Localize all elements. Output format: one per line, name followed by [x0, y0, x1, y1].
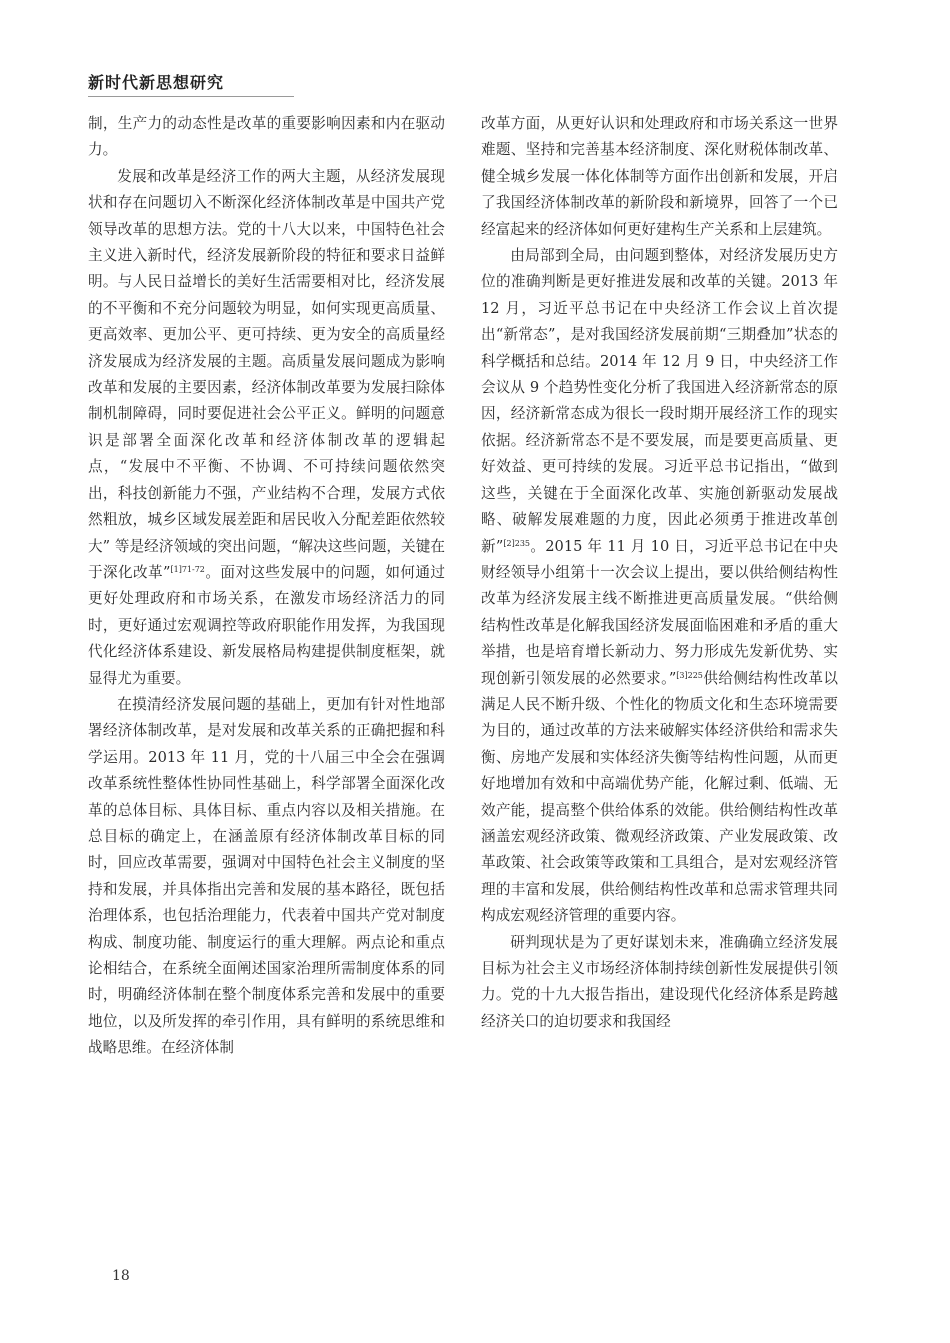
citation: [3]225	[676, 670, 703, 680]
paragraph	[481, 243, 838, 930]
header-divider	[88, 96, 294, 97]
paragraph-text: 供给侧结构性改革以满足人民不断升级、个性化的物质文化和生态环境需要为目的，通过改革的方法来破解实体经济供给和需求失衡、房地产发展和实体经济失衡等结构性问题，从而更好地增加有效和中高端优势产能，化解过剩、低端、无效产能，提高整个供给体系的效能。供给侧结构性改革涵盖宏观经济政策、微观经济政策、产业发展政策、改革政策、社会政策等政策和工具组合，是对宏观经济管理的丰富和发展，供给侧结构性改革和总需求管理共同构成宏观经济管理的重要内容。	[481, 669, 838, 925]
running-header: 新时代新思想研究	[88, 73, 225, 92]
left-column	[88, 111, 445, 1062]
citation: [1]71-72	[170, 564, 205, 574]
paragraph: 改革方面，从更好认识和处理政府和市场关系这一世界难题、坚持和完善基本经济制度、深化财税体制改革、健全城乡发展一体化体制等方面作出创新和发展，开启了我国经济体制改革的新阶段和新境界，回答了一个已经富起来的经济体如何更好建构生产关系和上层建筑。	[481, 115, 838, 238]
paragraph-text: 。面对这些发展中的问题，如何通过更好处理政府和市场关系，在激发市场经济活力的同时，更好通过宏观调控等政府职能作用发挥，为我国现代化经济体系建设、新发展格局构建提供制度框架，就显得尤为重要。	[88, 563, 445, 687]
paragraph-text: 发展和改革是经济工作的两大主题，从经济发展现状和存在问题切入不断深化经济体制改革是中国共产党领导改革的思想方法。党的十八大以来，中国特色社会主义进入新时代，经济发展新阶段的特征和要求日益鲜明。与人民日益增长的美好生活需要相对比，经济发展的不平衡和不充分问题较为明显，如何实现更高质量、更高效率、更加公平、更可持续、更为安全的高质量经济发展成为经济发展的主题。高质量发展问题成为影响改革和发展的主要因素，经济体制改革要为发展扫除体制机制障碍，同时要促进社会公平正义。鲜明的问题意识是部署全面深化改革和经济体制改革的逻辑起点，“发展中不平衡、不协调、不可持续问题依然突出，科技创新能力不强，产业结构不合理，发展方式依然粗放，城乡区域发展差距和居民收入分配差距依然较大” 等是经济领域的突出问题，“解决这些问题，关键在于深化改革”	[88, 167, 445, 581]
paragraph: 制，生产力的动态性是改革的重要影响因素和内在驱动力。	[88, 115, 445, 159]
citation: [2]235	[503, 538, 530, 548]
paragraph: 在摸清经济发展问题的基础上，更加有针对性地部署经济体制改革，是对发展和改革关系的正确把握和科学运用。2013 年 11 月，党的十八届三中全会在强调改革系统性整体性协同性基础上，科学部署全面深化改革的总体目标、具体目标、重点内容以及相关措施。在总目标的确定上，在涵盖原有经济体制改革目标的同时，回应改革需要，强调对中国特色社会主义制度的坚持和发展，并具体指出完善和发展的基本路径，既包括治理体系，也包括治理能力，代表着中国共产党对制度构成、制度功能、制度运行的重大理解。两点论和重点论相结合，在系统全面阐述国家治理所需制度体系的同时，明确经济体制在整个制度体系完善和发展中的重要地位，以及所发挥的牵引作用，具有鲜明的系统思维和战略思维。在经济体制	[88, 695, 445, 1057]
paragraph-text: 。2015 年 11 月 10 日，习近平总书记在中央财经领导小组第十一次会议上提出，要以供给侧结构性改革为经济发展主线不断推进更高质量发展。“供给侧结构性改革是化解我国经济发展面临困难和矛盾的重大举措，也是培育增长新动力、努力形成先发新优势、实现创新引领发展的必然要求。”	[481, 537, 838, 687]
page-number: 18	[112, 1268, 130, 1284]
right-column	[481, 111, 838, 1035]
paragraph: 研判现状是为了更好谋划未来，准确确立经济发展目标为社会主义市场经济体制持续创新性发展提供引领力。党的十九大报告指出，建设现代化经济体系是跨越经济关口的迫切要求和我国经	[481, 933, 838, 1030]
paragraph-text: 由局部到全局，由问题到整体，对经济发展历史方位的准确判断是更好推进发展和改革的关键。2013 年 12 月，习近平总书记在中央经济工作会议上首次提出“新常态”，是对我国经济发展前期“三期叠加”状态的科学概括和总结。2014 年 12 月 9 日，中央经济工作会议从 9 个趋势性变化分析了我国进入经济新常态的原因，经济新常态成为很长一段时期开展经济工作的现实依据。经济新常态不是不要发展，而是要更高质量、更好效益、更可持续的发展。习近平总书记指出，“做到这些，关键在于全面深化改革、实施创新驱动发展战略、破解发展难题的力度，因此必须勇于推进改革创新”	[481, 247, 838, 555]
paragraph	[88, 164, 445, 692]
